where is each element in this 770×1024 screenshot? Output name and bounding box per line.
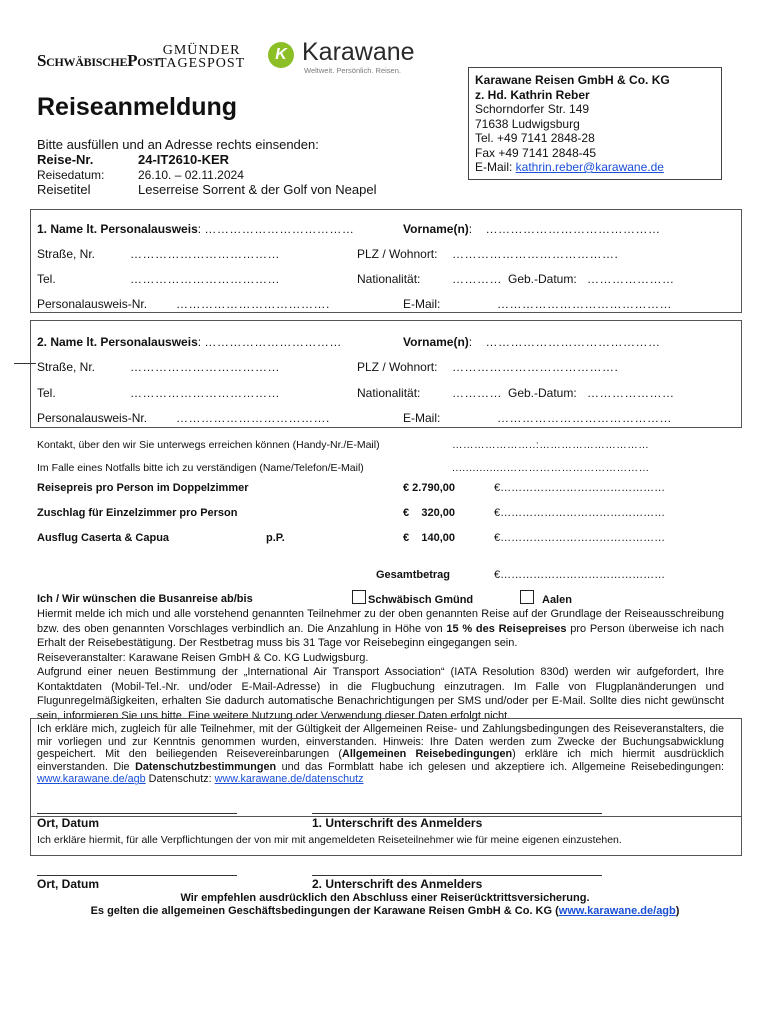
person-2-plz-field[interactable]: …………………………………. bbox=[452, 360, 619, 374]
euro-sign: € bbox=[494, 569, 501, 581]
person-2-strasse-field[interactable]: ……………………………… bbox=[130, 360, 280, 374]
organizer-text: Reiseveranstalter: Karawane Reisen GmbH & Co. KG Ludwigsburg. bbox=[37, 651, 369, 664]
person-2-pa-label: Personalausweis-Nr. bbox=[37, 411, 148, 425]
trip-nr-label: Reise-Nr. bbox=[37, 152, 94, 167]
person-2-vorname-field[interactable]: …………………………………… bbox=[485, 335, 661, 349]
person-2-strasse-label: Straße, Nr. bbox=[37, 360, 96, 374]
person-1-vorname-row: Vorname(n): …………………………………… bbox=[403, 222, 661, 236]
person-1-name-row: 1. Name lt. Personalausweis: ……………………………… bbox=[37, 222, 355, 236]
address-tel: Tel. +49 7141 2848-28 bbox=[475, 131, 595, 145]
address-email-label: E-Mail: bbox=[475, 160, 516, 174]
person-2-vorname-label: Vorname(n) bbox=[403, 335, 469, 349]
sig2-place-label: Ort, Datum bbox=[37, 877, 100, 891]
person-1-name-field[interactable]: ……………………………… bbox=[204, 222, 355, 236]
price-value: € 140,00 bbox=[403, 532, 455, 544]
price-field[interactable]: €……………………………………… bbox=[494, 507, 666, 519]
person-2-geb-label: Geb.-Datum: bbox=[508, 386, 577, 400]
karawane-logo-icon: K bbox=[268, 42, 294, 68]
footer-agb-link[interactable]: www.karawane.de/agb bbox=[558, 905, 676, 917]
person-2-geb-field[interactable]: ………………… bbox=[587, 386, 675, 400]
signature-line[interactable] bbox=[312, 875, 602, 876]
consent-part: und das Formblatt habe ich gelesen und akzeptiere ich. Allgemeine Reisebedingungen: bbox=[276, 760, 725, 773]
person-1-name-label: 1. Name lt. Personalausweis bbox=[37, 222, 198, 236]
person-2-nat-label: Nationalität: bbox=[357, 386, 421, 400]
consent-highlight: Allgemeinen Reisebedingungen bbox=[342, 748, 513, 761]
euro-sign: € bbox=[494, 532, 501, 544]
person-2-tel-field[interactable]: ……………………………… bbox=[130, 386, 280, 400]
gmuender-tagespost-logo bbox=[158, 44, 245, 70]
schwaebische-post-logo: SchwäbischePost bbox=[37, 51, 161, 70]
person-1-email-label: E-Mail: bbox=[403, 297, 441, 311]
email-link[interactable]: kathrin.reber@karawane.de bbox=[515, 160, 664, 174]
contact-field[interactable]: …………………..:………………………… bbox=[452, 439, 650, 451]
address-fax: Fax +49 7141 2848-45 bbox=[475, 145, 597, 160]
sig1-place-label: Ort, Datum bbox=[37, 816, 100, 830]
iata-text: Aufgrund einer neuen Bestimmung der „International Air Transport Association“ (IATA Resolution 830d) werden wir aufgefordert, Ihre Kontaktdaten (Mobil-Tel.-Nr. und/oder E-Mail-Adresse) in die Flugbuchung einzutragen. Im Falle von Flugplanänderungen und Flugunregelmäßigkeiten, erhalten Sie dadurch automatische Benachrichtigungen per SMS und/oder per E-Mail. Sollte dies nicht gewünscht sein, informieren Sie uns bitte. Eine weitere Nutzung oder Verwendung dieser Daten erfolgt nicht. bbox=[37, 666, 724, 722]
person-2-tel-label: Tel. bbox=[37, 386, 56, 400]
price-extra: p.P. bbox=[266, 532, 285, 544]
price-label: Ausflug Caserta & Capua bbox=[37, 532, 170, 544]
address-line: z. Hd. Kathrin Reber bbox=[475, 87, 590, 102]
trip-date-value: 26.10. – 02.11.2024 bbox=[138, 168, 244, 182]
person-1-vorname-label: Vorname(n) bbox=[403, 222, 469, 236]
address-box bbox=[468, 67, 722, 180]
consent-text bbox=[37, 723, 724, 786]
price-value: € 2.790,00 bbox=[403, 482, 455, 494]
price-label: Reisepreis pro Person im Doppelzimmer bbox=[37, 482, 249, 494]
person-2-email-field[interactable]: …………………………………… bbox=[497, 411, 672, 425]
logo-line: GMÜNDER bbox=[162, 43, 241, 58]
consent-part: ) erkläre ich mich hiermit ausdrücklich einverstanden. Die bbox=[37, 748, 724, 773]
registration-terms bbox=[37, 607, 724, 723]
signature-line[interactable] bbox=[37, 813, 237, 814]
consent-highlight: Datenschutzbestimmungen bbox=[135, 760, 277, 773]
signature-line[interactable] bbox=[312, 813, 602, 814]
footer-text: Es gelten die allgemeinen Geschäftsbedingungen der Karawane Reisen GmbH & Co. KG ( bbox=[90, 905, 559, 917]
sig1-signature-label: 1. Unterschrift des Anmelders bbox=[312, 816, 483, 830]
person-1-strasse-field[interactable]: ……………………………… bbox=[130, 247, 280, 261]
terms-highlight: 15 % des Reisepreises bbox=[446, 622, 567, 635]
intro-text: Bitte ausfüllen und an Adresse rechts einsenden: bbox=[37, 137, 319, 152]
person-2-nat-field[interactable]: ………… bbox=[452, 386, 502, 400]
address-line: Karawane Reisen GmbH & Co. KG bbox=[475, 73, 670, 87]
address-line: 71638 Ludwigsburg bbox=[475, 116, 580, 131]
consent-part: Ich erkläre mich, zugleich für alle Teilnehmer, mit der Gültigkeit der Allgemeinen Reise- und Zahlungsbedingungen des Reiseveranstalters, die mir vorliegen und zur Kenntnis genommen wurden, einverstanden. Hinweis: Ihre Daten werden zum Zwecke der Buchungsabwicklung gespeichert. Mit den beiliegenden Reisevereinbarungen ( bbox=[37, 723, 724, 761]
emergency-field[interactable]: ................………………………………… bbox=[452, 462, 650, 474]
person-2-name-row: 2. Name lt. Personalausweis: …………………………… bbox=[37, 335, 342, 349]
person-1-tel-field[interactable]: ……………………………… bbox=[130, 272, 280, 286]
total-field[interactable]: €……………………………………… bbox=[494, 569, 666, 581]
person-1-plz-field[interactable]: …………………………………. bbox=[452, 247, 619, 261]
person-2-name-label: 2. Name lt. Personalausweis bbox=[37, 335, 198, 349]
person-1-tel-label: Tel. bbox=[37, 272, 56, 286]
footer-insurance: Wir empfehlen ausdrücklich den Abschluss einer Reiserücktrittsversicherung. bbox=[180, 892, 590, 904]
person-1-geb-field[interactable]: ………………… bbox=[587, 272, 675, 286]
person-1-pa-field[interactable]: ………………………………. bbox=[176, 297, 330, 311]
person-1-email-field[interactable]: …………………………………… bbox=[497, 297, 672, 311]
person-2-name-field[interactable]: …………………………… bbox=[204, 335, 342, 349]
contact-label: Kontakt, über den wir Sie unterwegs erreichen können (Handy-Nr./E-Mail) bbox=[37, 439, 380, 451]
emergency-label: Im Falle eines Notfalls bitte ich zu verständigen (Name/Telefon/E-Mail) bbox=[37, 462, 364, 474]
signature-line[interactable] bbox=[37, 875, 237, 876]
bus-label: Ich / Wir wünschen die Busanreise ab/bis bbox=[37, 593, 253, 605]
karawane-slogan: Weltweit. Persönlich. Reisen. bbox=[304, 66, 401, 75]
trip-title-value: Leserreise Sorrent & der Golf von Neapel bbox=[138, 182, 377, 197]
total-label: Gesamtbetrag bbox=[376, 569, 450, 581]
bus-option-label: Schwäbisch Gmünd bbox=[368, 594, 474, 606]
checkbox-icon[interactable] bbox=[352, 590, 366, 604]
logo-line: TAGESPOST bbox=[158, 56, 246, 71]
address-email-row bbox=[475, 160, 715, 175]
datenschutz-link[interactable]: www.karawane.de/datenschutz bbox=[214, 773, 364, 786]
person-1-vorname-field[interactable]: …………………………………… bbox=[485, 222, 661, 236]
trip-date-label: Reisedatum: bbox=[37, 168, 105, 182]
person-1-geb-label: Geb.-Datum: bbox=[508, 272, 577, 286]
terms-text: pro Person überweise ich nach Erhalt der Reisebestätigung. Der Restbetrag muss bis 31 Tage vor Reisebeginn eingegangen sein. bbox=[37, 622, 724, 649]
bus-option-aalen[interactable] bbox=[520, 590, 572, 606]
person-1-nat-field[interactable]: ………… bbox=[452, 272, 502, 286]
footer-terms bbox=[0, 905, 770, 917]
person-2-plz-label: PLZ / Wohnort: bbox=[357, 360, 438, 374]
agb-link[interactable]: www.karawane.de/agb bbox=[37, 773, 146, 786]
bus-option-gmuend[interactable] bbox=[352, 590, 473, 606]
euro-sign: € bbox=[494, 507, 501, 519]
address-line: Schorndorfer Str. 149 bbox=[475, 102, 590, 116]
person-1-plz-label: PLZ / Wohnort: bbox=[357, 247, 438, 261]
price-label: Zuschlag für Einzelzimmer pro Person bbox=[37, 507, 238, 519]
person-2-vorname-row: Vorname(n): …………………………………… bbox=[403, 335, 661, 349]
trip-title-label: Reisetitel bbox=[37, 182, 91, 197]
person-2-email-label: E-Mail: bbox=[403, 411, 441, 425]
euro-sign: € bbox=[494, 482, 501, 494]
consent-part: Datenschutz: bbox=[145, 773, 215, 786]
footer-text: ) bbox=[675, 905, 680, 917]
price-value: € 320,00 bbox=[403, 507, 455, 519]
trip-nr-value: 24-IT2610-KER bbox=[138, 152, 230, 167]
liability-text: Ich erkläre hiermit, für alle Verpflichtungen der von mir mit angemeldeten Reiseteilnehmer wie für meine eigenen einzustehen. bbox=[37, 834, 622, 846]
page-title: Reiseanmeldung bbox=[37, 93, 238, 121]
terms-text: Hiermit melde ich mich und alle vorstehend genannten Teilnehmer zu der oben genannten Reise auf der Grundlage der Reiseausschreibung bzw. des oben genannten Vorschlages verbindlich an. Die Anzahlung in Höhe von bbox=[37, 608, 724, 635]
price-field[interactable]: €……………………………………… bbox=[494, 532, 666, 544]
fold-mark bbox=[14, 363, 36, 364]
karawane-logo: Karawane bbox=[302, 38, 415, 66]
person-1-strasse-label: Straße, Nr. bbox=[37, 247, 96, 261]
person-1-nat-label: Nationalität: bbox=[357, 272, 421, 286]
bus-option-label: Aalen bbox=[542, 594, 572, 606]
sig2-signature-label: 2. Unterschrift des Anmelders bbox=[312, 877, 483, 891]
person-1-pa-label: Personalausweis-Nr. bbox=[37, 297, 148, 311]
person-2-pa-field[interactable]: ………………………………. bbox=[176, 411, 330, 425]
checkbox-icon[interactable] bbox=[520, 590, 534, 604]
price-field[interactable]: €……………………………………… bbox=[494, 482, 666, 494]
